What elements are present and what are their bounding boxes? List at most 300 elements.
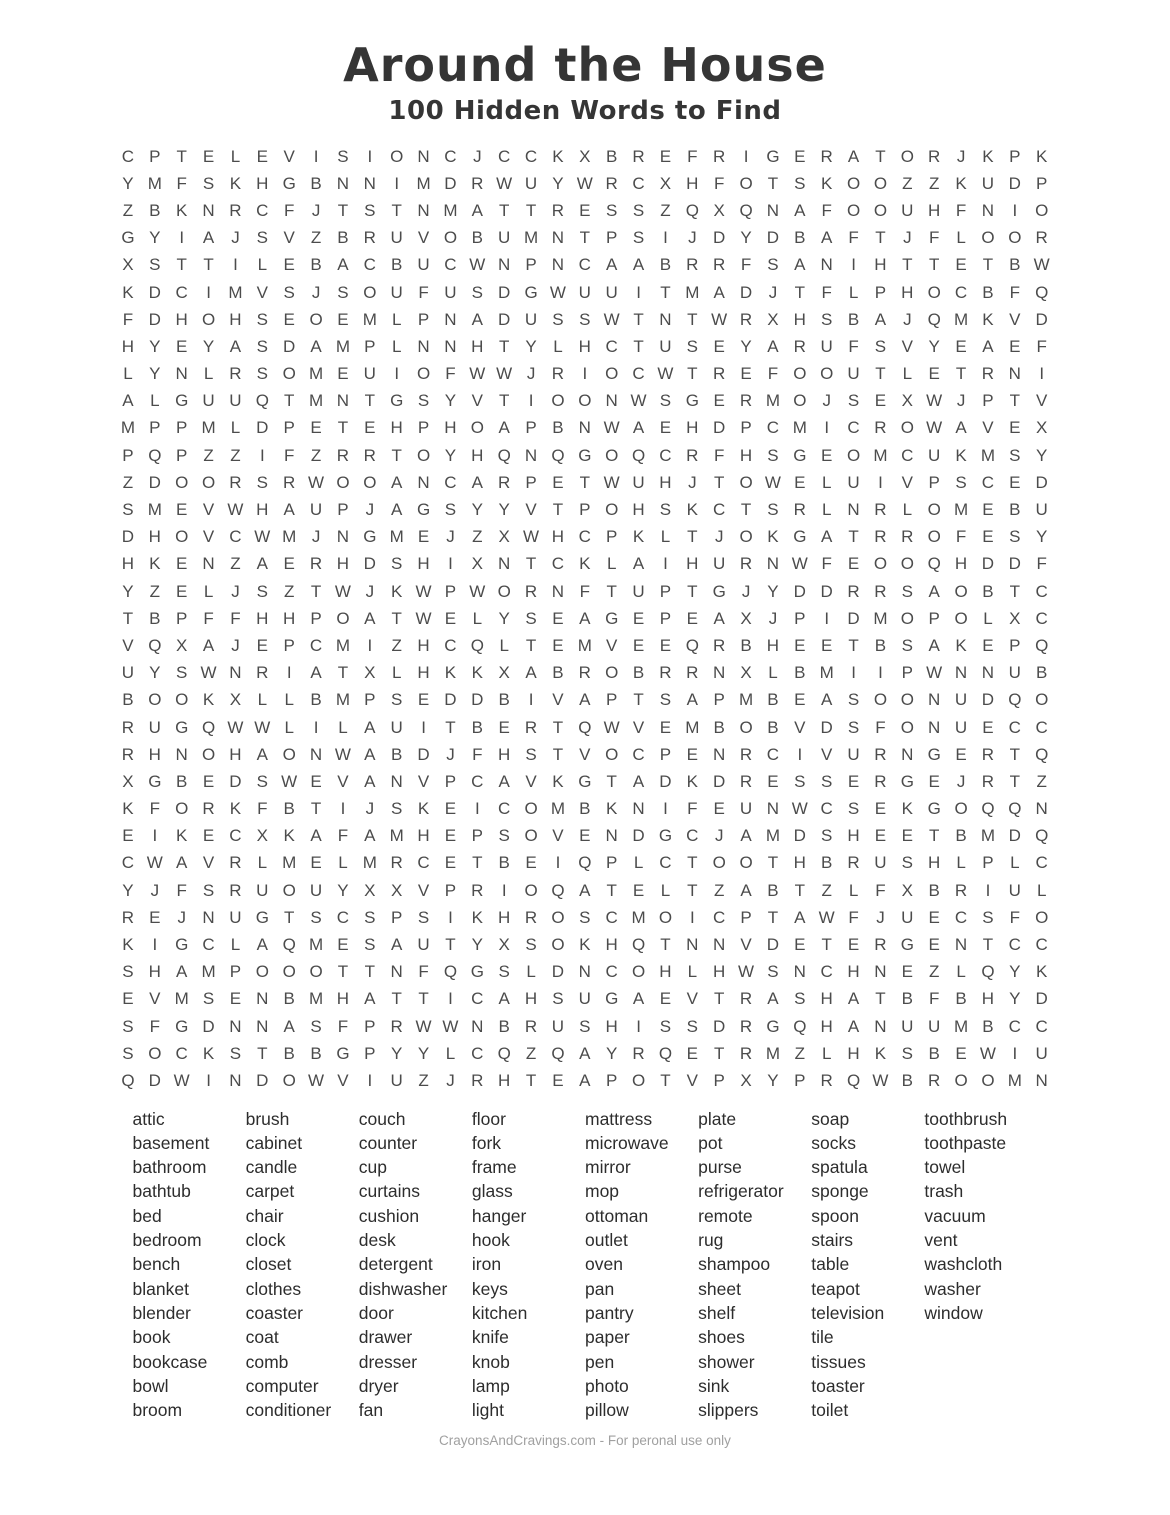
grid-letter: W [603,472,620,492]
grid-letter: H [471,336,484,356]
grid-letter: S [391,690,403,710]
grid-letter: G [927,799,941,819]
grid-letter: L [1036,880,1047,900]
grid-letter: Y [1009,962,1021,982]
grid-letter: S [364,935,376,955]
grid-letter: E [1009,336,1021,356]
grid-letter: H [417,554,430,574]
grid-letter: E [821,635,833,655]
grid-letter: P [122,445,134,465]
grid-letter: U [121,663,135,683]
grid-letter: R [713,635,726,655]
grid-letter: T [283,907,295,927]
grid-letter: X [498,935,510,955]
grid-letter: T [525,635,537,655]
grid-letter: H [766,635,780,655]
grid-letter: Q [658,1043,673,1063]
grid-letter: S [498,962,510,982]
grid-letter: U [981,173,995,193]
word-item: dresser [358,1351,418,1372]
grid-letter: L [606,554,617,574]
grid-letter: E [982,717,994,737]
grid-letter: T [633,690,644,710]
grid-letter: H [148,527,161,547]
grid-letter: V [901,336,913,356]
grid-letter: B [767,717,779,737]
grid-letter: R [686,255,699,275]
grid-letter: H [605,1016,618,1036]
grid-letter: G [282,173,296,193]
grid-letter: O [927,500,941,520]
grid-letter: U [309,500,323,520]
grid-letter: V [202,853,215,873]
grid-letter: R [229,200,242,220]
grid-letter: R [471,173,484,193]
grid-letter: I [528,690,534,710]
grid-letter: C [901,445,914,465]
grid-letter: K [283,826,295,846]
grid-letter: H [578,336,591,356]
grid-letter: K [982,146,994,166]
grid-letter: E [821,445,833,465]
grid-letter: B [847,309,860,329]
grid-letter: C [766,418,780,438]
grid-letter: O [148,690,162,710]
grid-letter: W [227,717,244,737]
grid-letter: C [444,635,457,655]
grid-letter: A [176,962,188,982]
grid-letter: T [176,255,187,275]
grid-letter: A [821,527,833,547]
grid-letter: P [901,663,913,683]
grid-letter: E [713,799,725,819]
grid-letter: V [283,228,295,248]
grid-letter: G [685,391,699,411]
grid-letter: D [229,771,242,791]
grid-letter: H [229,744,242,764]
grid-letter: J [956,771,966,791]
grid-letter: A [794,907,806,927]
grid-letter: B [821,853,833,873]
grid-letter: U [578,282,591,302]
grid-letter: O [981,228,995,248]
grid-letter: H [928,853,941,873]
grid-letter: Y [1036,445,1048,465]
grid-letter: I [340,799,346,819]
grid-letter: Y [149,663,161,683]
grid-letter: K [579,935,591,955]
grid-letter: P [364,1016,376,1036]
grid-letter: I [394,173,400,193]
grid-letter: U [739,799,753,819]
word-item: lamp [471,1375,510,1396]
grid-letter: A [364,744,376,764]
grid-letter: P [928,608,940,628]
grid-letter: T [1009,771,1020,791]
grid-letter: N [390,771,403,791]
grid-letter: H [148,962,161,982]
grid-letter: W [657,364,674,384]
grid-letter: A [391,472,403,492]
grid-letter: P [525,418,537,438]
grid-letter: E [202,826,215,846]
grid-letter: C [713,500,726,520]
grid-letter: Q [631,445,646,465]
grid-letter: C [981,472,995,492]
grid-letter: V [471,391,483,411]
grid-letter: O [470,418,484,438]
grid-letter: G [793,445,807,465]
grid-letter: K [202,690,215,710]
grid-letter: D [793,581,806,601]
grid-letter: O [846,445,861,465]
grid-letter: V [149,989,161,1009]
word-item: desk [358,1230,396,1251]
grid-letter: S [364,907,376,927]
grid-letter: U [847,472,860,492]
grid-letter: L [956,228,966,248]
grid-letter: K [471,663,483,683]
grid-letter: F [687,799,698,819]
grid-letter: E [794,690,806,710]
grid-letter: E [901,826,913,846]
grid-letter: U [148,717,161,737]
grid-letter: I [582,364,588,384]
grid-letter: E [686,744,698,764]
grid-letter: O [175,799,189,819]
word-item: basement [132,1132,210,1153]
grid-letter: M [308,989,324,1009]
grid-letter: F [875,880,886,900]
grid-letter: P [659,581,672,601]
grid-letter: Q [470,635,484,655]
grid-letter: N [874,1016,887,1036]
grid-row [115,986,1056,1013]
grid-letter: T [176,146,187,166]
grid-letter: A [256,935,268,955]
grid-letter: Z [902,173,913,193]
grid-letter: H [820,1016,833,1036]
grid-letter: L [230,418,241,438]
grid-letter: K [202,1043,215,1063]
grid-letter: U [229,907,242,927]
grid-letter: C [471,1043,484,1063]
word-item: spatula [811,1157,868,1178]
grid-letter: E [444,608,457,628]
grid-letter: V [982,418,994,438]
grid-row [115,442,1056,469]
grid-letter: V [525,771,537,791]
grid-letter: R [390,853,403,873]
grid-letter: E [794,472,806,492]
grid-letter: C [444,146,457,166]
grid-letter: Q [927,554,941,574]
grid-letter: M [362,309,377,329]
word-item: toothpaste [924,1132,1007,1153]
grid-letter: C [471,771,484,791]
grid-letter: Y [417,1043,430,1063]
grid-letter: C [444,255,457,275]
grid-letter: B [391,255,403,275]
grid-letter: H [498,1070,511,1090]
grid-letter: B [606,146,618,166]
grid-letter: T [552,744,564,764]
grid-letter: N [175,364,188,384]
grid-letter: T [498,200,510,220]
grid-letter: S [901,635,913,655]
grid-letter: N [578,962,591,982]
grid-letter: M [953,1016,969,1036]
grid-letter: H [498,907,511,927]
word-item: coaster [245,1302,304,1323]
grid-letter: D [766,228,780,248]
grid-letter: V [122,635,134,655]
grid-letter: A [391,935,403,955]
grid-letter: L [391,309,402,329]
grid-letter: E [928,364,940,384]
grid-letter: O [954,608,968,628]
grid-letter: A [767,336,779,356]
grid-letter: E [659,635,672,655]
grid-letter: R [229,364,242,384]
grid-row [115,687,1056,714]
grid-letter: Y [391,1043,403,1063]
grid-letter: C [1008,1016,1021,1036]
grid-letter: N [605,826,618,846]
grid-letter: M [308,364,324,384]
word-item: mop [585,1181,620,1202]
grid-letter: H [793,309,806,329]
grid-letter: S [283,282,295,302]
grid-letter: O [712,853,726,873]
grid-letter: F [176,880,187,900]
grid-letter: B [1009,500,1021,520]
grid-letter: J [768,282,778,302]
grid-letter: E [794,935,806,955]
grid-letter: L [230,935,241,955]
grid-letter: R [471,1070,484,1090]
grid-row [115,605,1056,632]
grid-letter: W [926,663,943,683]
grid-letter: T [767,853,779,873]
word-item: pen [585,1351,615,1372]
grid-letter: K [955,635,967,655]
grid-letter: S [1009,445,1021,465]
grid-letter: T [606,581,617,601]
grid-letter: K [417,799,430,819]
grid-letter: I [313,717,319,737]
grid-letter: O [739,173,753,193]
grid-letter: B [552,418,564,438]
grid-letter: E [176,554,188,574]
grid-letter: D [498,309,511,329]
grid-letter: K [149,554,161,574]
grid-letter: R [632,146,645,166]
grid-letter: L [1010,853,1020,873]
grid-letter: J [231,581,240,601]
grid-letter: T [982,255,994,275]
grid-letter: T [687,880,698,900]
grid-letter: N [766,554,780,574]
grid-letter: R [659,663,672,683]
grid-letter: R [820,1070,833,1090]
grid-letter: E [928,935,940,955]
grid-letter: B [713,717,725,737]
grid-letter: F [928,989,940,1009]
grid-letter: G [658,826,673,846]
grid-letter: O [873,690,888,710]
grid-letter: Z [310,228,322,248]
grid-letter: X [1009,608,1021,628]
grid-letter: O [820,364,834,384]
grid-letter: A [337,255,349,275]
page-header [0,0,1170,128]
grid-letter: V [417,771,430,791]
grid-letter: E [901,962,913,982]
word-item: paper [585,1327,630,1348]
grid-letter: N [202,554,215,574]
grid-letter: N [928,717,941,737]
grid-letter: K [606,799,618,819]
word-item: attic [132,1108,165,1129]
grid-letter: N [551,255,565,275]
grid-letter: J [446,1070,455,1090]
grid-letter: N [793,962,806,982]
grid-letter: T [445,935,456,955]
grid-letter: I [421,717,426,737]
grid-letter: R [390,1016,403,1036]
grid-letter: U [390,282,403,302]
grid-letter: O [739,527,753,547]
grid-letter: P [176,608,188,628]
grid-letter: K [982,309,994,329]
grid-letter: D [1035,309,1048,329]
grid-letter: R [363,445,376,465]
grid-row [115,1040,1056,1067]
grid-letter: L [203,364,214,384]
grid-letter: A [364,608,376,628]
grid-letter: P [606,228,618,248]
grid-letter: O [605,500,619,520]
grid-letter: U [1035,500,1048,520]
grid-letter: T [848,527,859,547]
grid-letter: C [686,826,699,846]
grid-letter: R [874,418,887,438]
grid-letter: Z [821,880,832,900]
grid-letter: R [578,663,591,683]
grid-letter: T [391,989,402,1009]
grid-letter: N [417,336,430,356]
grid-letter: C [309,635,323,655]
grid-letter: R [202,799,215,819]
grid-letter: F [1009,282,1020,302]
word-item: toilet [811,1400,849,1421]
grid-letter: O [739,853,753,873]
grid-letter: H [981,989,995,1009]
grid-letter: Q [551,880,565,900]
grid-letter: A [579,608,591,628]
grid-letter: A [579,1070,591,1090]
grid-letter: U [954,690,968,710]
grid-letter: I [743,146,749,166]
grid-letter: Q [578,853,592,873]
grid-letter: X [1036,418,1048,438]
grid-letter: A [471,200,483,220]
grid-letter: A [364,771,376,791]
grid-letter: J [231,635,240,655]
grid-letter: C [713,907,726,927]
grid-letter: Q [1035,635,1049,655]
grid-letter: M [550,799,566,819]
grid-letter: L [203,581,214,601]
grid-letter: O [282,880,296,900]
grid-letter: O [497,581,511,601]
grid-letter: A [310,663,322,683]
grid-letter: A [928,581,940,601]
grid-letter: R [1035,228,1048,248]
grid-letter: E [874,826,887,846]
grid-letter: J [150,880,160,900]
grid-letter: S [417,907,430,927]
grid-letter: F [928,228,940,248]
grid-letter: O [175,527,189,547]
grid-letter: O [1035,690,1049,710]
grid-letter: Y [606,1043,618,1063]
word-item: shoes [698,1327,745,1348]
word-item: glass [471,1181,513,1202]
grid-letter: G [175,717,189,737]
grid-letter: S [122,1043,134,1063]
grid-letter: F [283,445,295,465]
grid-letter: E [874,799,887,819]
grid-letter: A [498,771,510,791]
grid-letter: H [471,445,484,465]
grid-letter: E [955,336,967,356]
grid-letter: H [659,962,672,982]
grid-letter: M [308,935,324,955]
word-item: stairs [811,1230,854,1251]
grid-letter: S [874,336,887,356]
grid-letter: R [739,771,753,791]
grid-letter: I [824,418,830,438]
grid-letter: A [740,880,752,900]
grid-letter: S [256,364,268,384]
grid-letter: D [148,282,161,302]
grid-letter: Q [981,799,995,819]
grid-letter: T [498,336,510,356]
word-item: door [358,1302,394,1323]
grid-letter: A [498,989,510,1009]
grid-letter: X [471,554,483,574]
grid-letter: U [1035,1043,1048,1063]
grid-letter: P [417,309,430,329]
grid-letter: C [820,799,833,819]
grid-letter: P [229,962,242,982]
grid-letter: C [121,146,135,166]
grid-letter: F [579,581,590,601]
grid-letter: A [713,608,725,628]
grid-row [115,279,1056,306]
grid-letter: M [416,173,431,193]
grid-letter: S [229,1043,242,1063]
grid-letter: E [955,255,967,275]
grid-letter: E [659,418,672,438]
grid-letter: O [900,554,914,574]
grid-letter: J [956,146,966,166]
grid-letter: H [336,554,350,574]
grid-letter: E [579,200,591,220]
word-item: teapot [811,1278,860,1299]
